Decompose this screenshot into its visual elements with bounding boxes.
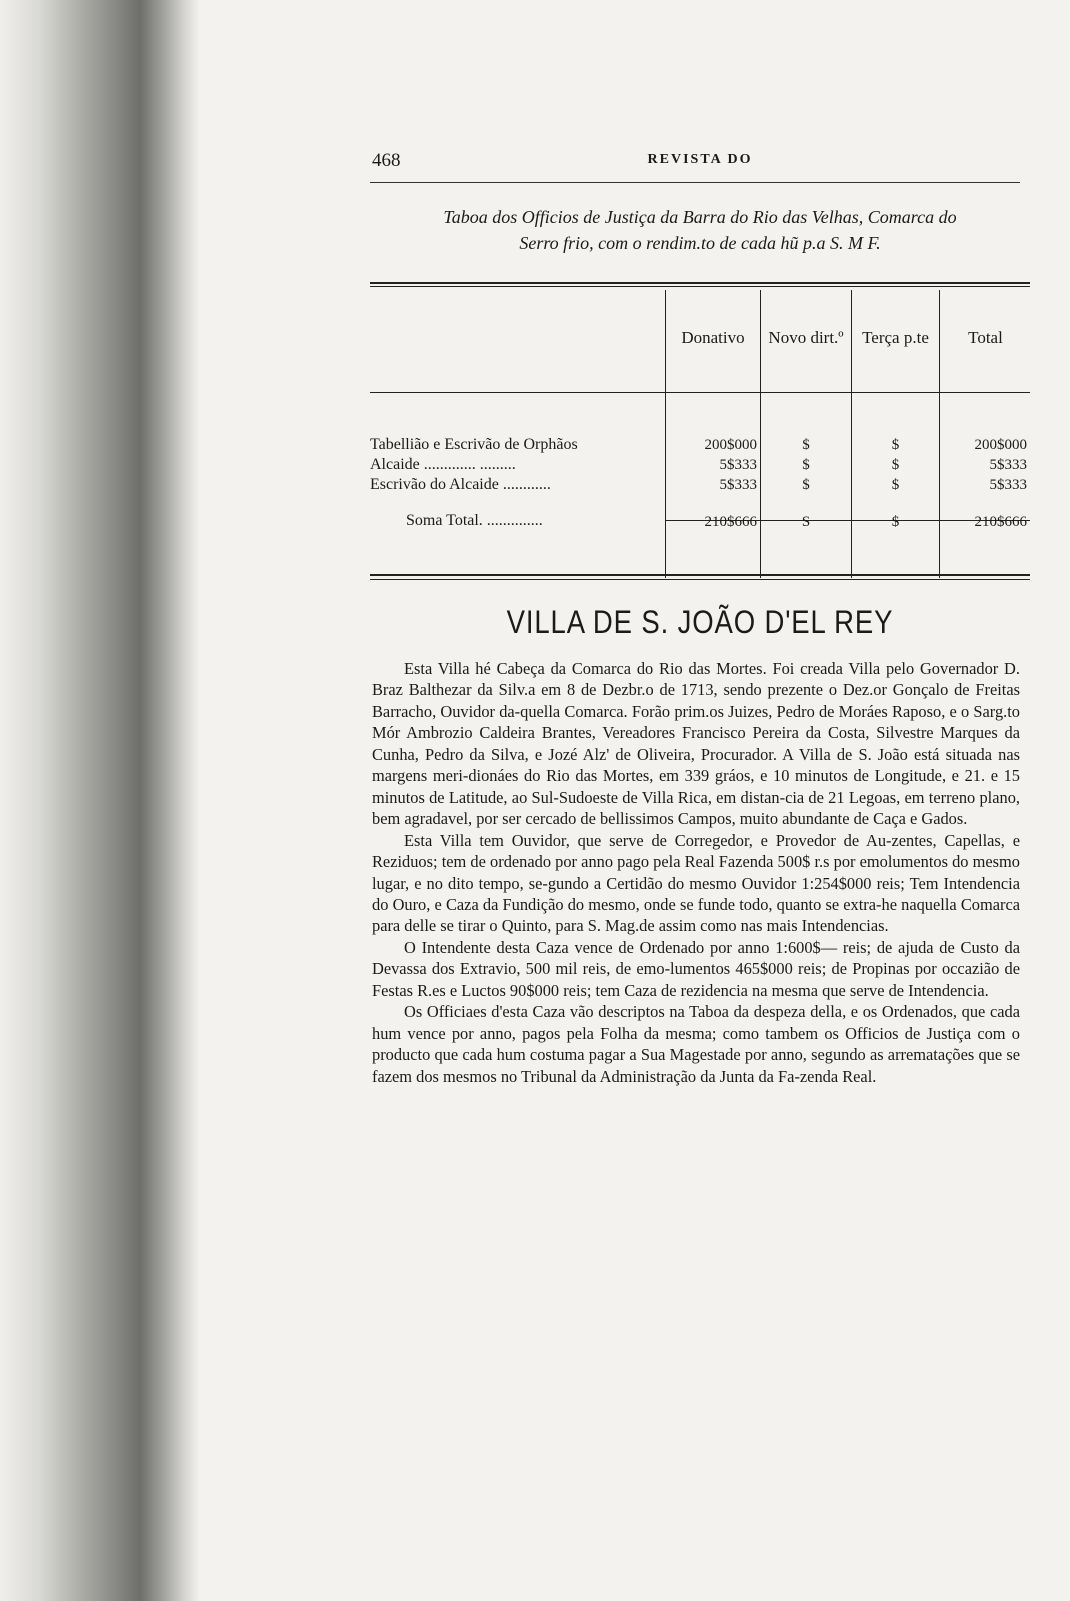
table-title-line-1: Taboa dos Officios de Justiça da Barra do Rio das Velhas, Comarca do (443, 207, 957, 227)
row-label: Tabellião e Escrivão de Orphãos (370, 436, 578, 453)
table-top-rule (370, 282, 1030, 284)
row-label: Alcaide ............. ......... (370, 456, 516, 473)
table-bottom-rule-thin (370, 579, 1030, 580)
cell-donativo: 5$333 (719, 457, 757, 473)
cell-total: 5$333 (989, 457, 1027, 473)
column-header-novo-direito: Novo dirt.º (768, 328, 844, 347)
total-donativo: 210$666 (704, 514, 757, 530)
table-title (370, 204, 1030, 256)
paragraph: Esta Villa tem Ouvidor, que serve de Corregedor, e Provedor de Au-zentes, Capellas, e Reziduos; tem de ordenado por anno pago pela Real Fazenda 500$ r.s por emolumentos do mesmo lugar, e no dito tempo, se-gundo a Certidão do mesmo Ouvidor 1:254$000 reis; Tem Intendencia do Ouro, e Caza da Fundição do mesmo, onde se funde todo, quanto se extra-he naquella Comarca para delle se tirar o Quinto, para S. Mag.de assim como nas mais Intendencias. (372, 830, 1020, 936)
cell-terca-parte: $ (891, 477, 900, 493)
table-header-rule (370, 392, 1030, 393)
cell-novo-direito: $ (802, 437, 810, 453)
book-binding-shadow (0, 0, 200, 1601)
running-title: REVISTA DO (647, 152, 753, 167)
column-header-terca-parte: Terça p.te (862, 328, 929, 347)
column-divider (760, 290, 761, 578)
total-total: 210$666 (974, 514, 1027, 530)
row-label: Escrivão do Alcaide ............ (370, 476, 551, 493)
body-text (372, 658, 1020, 1087)
header-rule (370, 182, 1020, 183)
section-title: VILLA DE S. JOÃO D'EL REY (506, 604, 894, 640)
total-row-label: Soma Total. .............. (406, 512, 543, 529)
total-terca-parte: $ (891, 514, 900, 530)
cell-donativo: 200$000 (704, 437, 757, 453)
cell-terca-parte: $ (891, 457, 900, 473)
page-number: 468 (372, 150, 401, 171)
cell-donativo: 5$333 (719, 477, 757, 493)
column-divider (851, 290, 852, 578)
paragraph: Esta Villa hé Cabeça da Comarca do Rio das Mortes. Foi creada Villa pelo Governador D. Braz Balthezar da Silv.a em 8 de Dezbr.o de 1713, sendo prezente o Dez.or Gonçalo de Freitas Barracho, Ouvidor da-quella Comarca. Forão prim.os Juizes, Pedro de Moráes Raposo, e o Sarg.to Mór Ambrozio Caldeira Brantes, Vereadores Francisco Pereira da Costa, Silvestre Marques da Cunha, Pedro da Silva, e Jozé Alz' de Oliveira, Procurador. A Villa de S. João está situada nas margens meri-dionáes do Rio das Mortes, em 339 gráos, e 10 minutos de Longitude, e 21. e 15 minutos de Latitude, ao Sul-Sudoeste de Villa Rica, em distan-cia de 21 Legoas, em terreno plano, bem agradavel, por ser cercado de bellissimos Campos, muito abundante de Caça e Gados. (372, 659, 1020, 829)
cell-novo-direito: $ (802, 457, 810, 473)
officios-table (370, 276, 1030, 586)
cell-novo-direito: $ (802, 477, 810, 493)
cell-total: 5$333 (989, 477, 1027, 493)
table-title-line-2: Serro frio, com o rendim.to de cada hũ p.a S. M F. (519, 233, 881, 253)
page-header (360, 150, 1040, 174)
column-divider (939, 290, 940, 578)
table-top-rule-thin (370, 286, 1030, 287)
column-divider (665, 290, 666, 578)
paragraph: Os Officiaes d'esta Caza vão descriptos na Taboa da despeza della, e os Ordenados, que cada hum vence por anno, pagos pela Folha da mesma; como tambem os Officios de Justiça com o producto que cada hum costuma pagar a Sua Magestade por anno, segundo as arrematações que se fazem dos mesmos no Tribunal da Administração da Junta da Fa-zenda Real. (372, 1002, 1020, 1086)
cell-terca-parte: $ (891, 437, 900, 453)
column-header-donativo: Donativo (681, 328, 745, 347)
cell-total: 200$000 (974, 437, 1027, 453)
column-header-total: Total (968, 328, 1003, 347)
table-bottom-rule (370, 574, 1030, 576)
total-novo-direito: S (801, 514, 811, 530)
paragraph: O Intendente desta Caza vence de Ordenado por anno 1:600$— reis; de ajuda de Custo da Devassa dos Extravio, 500 mil reis, de emo-lumentos 465$000 reis; de Propinas por occazião de Festas R.es e Luctos 90$000 reis; tem Caza de rezidencia na mesma que serve de Intendencia. (372, 937, 1020, 1000)
